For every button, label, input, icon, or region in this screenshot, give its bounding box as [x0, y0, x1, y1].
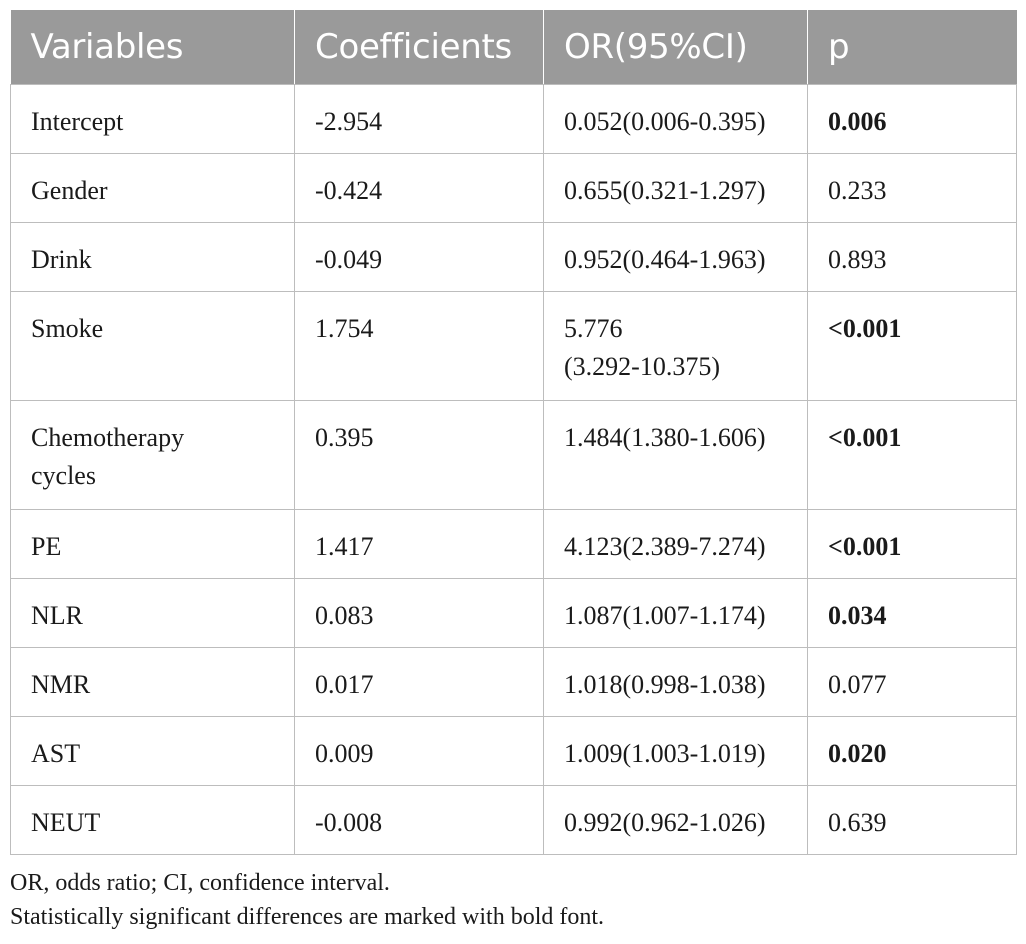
table-row — [11, 222, 1017, 291]
table-row — [11, 785, 1017, 854]
cell-p: 0.006 — [808, 84, 1017, 153]
cell-or-ci: 0.052(0.006-0.395) — [544, 84, 808, 153]
cell-p: 0.077 — [808, 647, 1017, 716]
footnote-significance: Statistically significant differences are marked with bold font. — [10, 904, 605, 930]
cell-or-ci: 1.018(0.998-1.038) — [544, 647, 808, 716]
cell-or-ci: 0.655(0.321-1.297) — [544, 153, 808, 222]
cell-coefficient: 1.417 — [295, 509, 544, 578]
cell-p: 0.639 — [808, 785, 1017, 854]
header-coefficients: Coefficients — [295, 10, 544, 84]
cell-or-ci: 4.123(2.389-7.274) — [544, 509, 808, 578]
table-row — [11, 400, 1017, 509]
header-p: p — [808, 10, 1017, 84]
cell-variable: NLR — [11, 578, 295, 647]
cell-coefficient: -0.424 — [295, 153, 544, 222]
table-footnotes — [10, 866, 604, 934]
cell-p: <0.001 — [808, 509, 1017, 578]
cell-variable: AST — [11, 716, 295, 785]
cell-p: 0.034 — [808, 578, 1017, 647]
cell-or-ci: 1.009(1.003-1.019) — [544, 716, 808, 785]
cell-variable: Intercept — [11, 84, 295, 153]
cell-variable: NMR — [11, 647, 295, 716]
cell-or-ci — [544, 291, 808, 400]
cell-variable: Drink — [11, 222, 295, 291]
table-row — [11, 291, 1017, 400]
cell-coefficient: 1.754 — [295, 291, 544, 400]
or-ci-interval: (3.292-10.375) — [564, 351, 720, 381]
regression-table — [10, 10, 1017, 855]
table-row — [11, 578, 1017, 647]
cell-variable: Gender — [11, 153, 295, 222]
table-row — [11, 153, 1017, 222]
cell-variable: PE — [11, 509, 295, 578]
regression-table-container — [10, 10, 1016, 855]
header-variables: Variables — [11, 10, 295, 84]
cell-variable: Chemotherapy cycles — [11, 400, 295, 509]
table-row — [11, 647, 1017, 716]
cell-p: <0.001 — [808, 400, 1017, 509]
cell-or-ci: 1.484(1.380-1.606) — [544, 400, 808, 509]
cell-p: <0.001 — [808, 291, 1017, 400]
cell-coefficient: 0.017 — [295, 647, 544, 716]
cell-or-ci: 0.992(0.962-1.026) — [544, 785, 808, 854]
cell-or-ci: 1.087(1.007-1.174) — [544, 578, 808, 647]
table-row — [11, 716, 1017, 785]
table-row — [11, 509, 1017, 578]
cell-coefficient: 0.395 — [295, 400, 544, 509]
cell-coefficient: -0.049 — [295, 222, 544, 291]
cell-p: 0.020 — [808, 716, 1017, 785]
cell-coefficient: -0.008 — [295, 785, 544, 854]
cell-coefficient: 0.009 — [295, 716, 544, 785]
cell-p: 0.893 — [808, 222, 1017, 291]
cell-coefficient: 0.083 — [295, 578, 544, 647]
cell-variable: Smoke — [11, 291, 295, 400]
cell-coefficient: -2.954 — [295, 84, 544, 153]
table-row — [11, 84, 1017, 153]
cell-p: 0.233 — [808, 153, 1017, 222]
table-header-row — [11, 10, 1017, 84]
cell-or-ci: 0.952(0.464-1.963) — [544, 222, 808, 291]
cell-variable: NEUT — [11, 785, 295, 854]
header-or-ci: OR(95%CI) — [544, 10, 808, 84]
or-ci-estimate: 5.776 — [564, 313, 623, 343]
footnote-abbreviations: OR, odds ratio; CI, confidence interval. — [10, 870, 390, 896]
